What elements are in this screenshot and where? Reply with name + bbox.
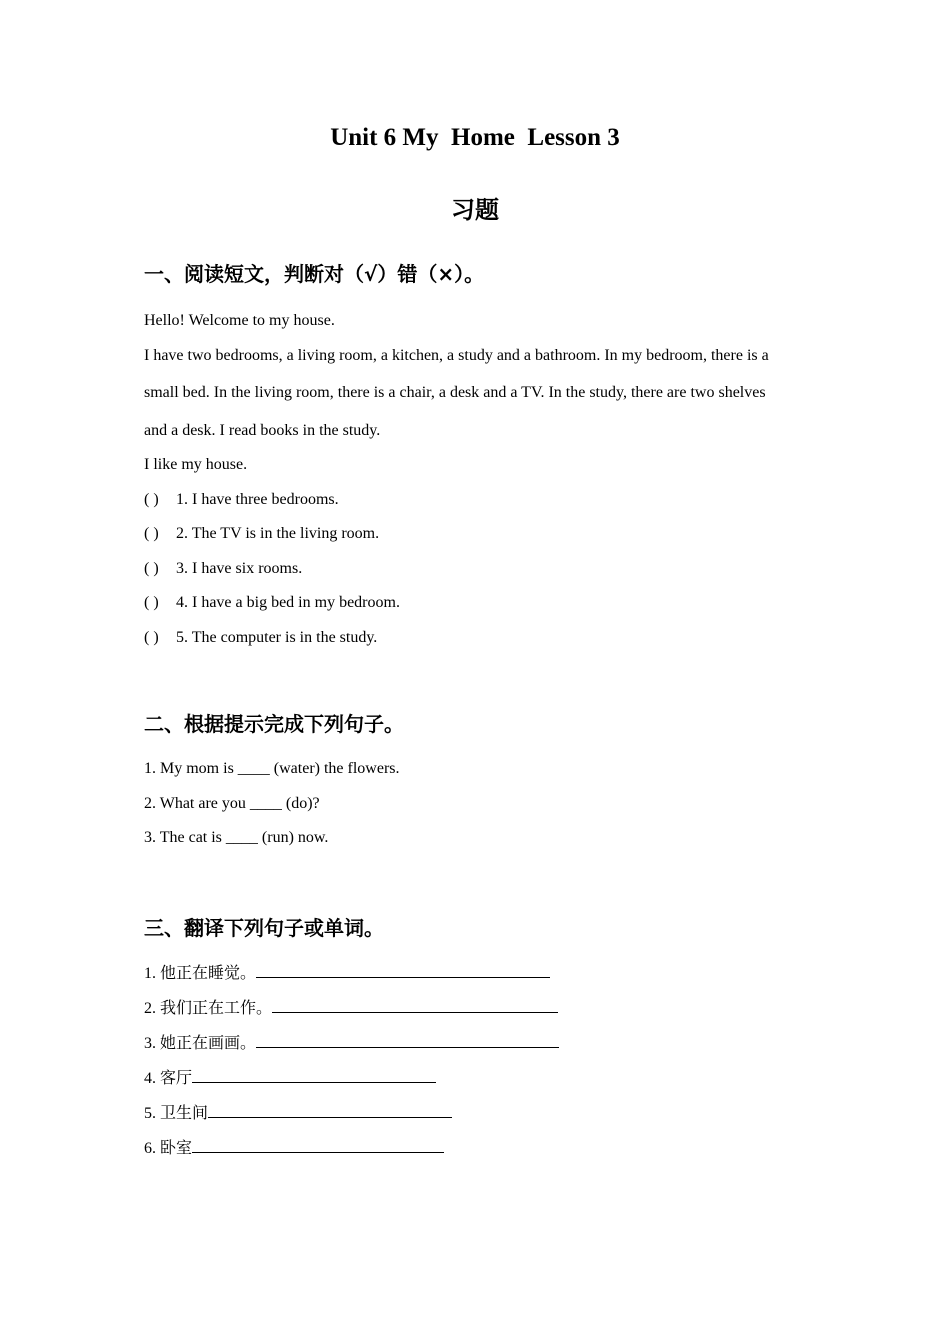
judge-item (144, 628, 377, 648)
answer-blank[interactable] (272, 998, 558, 1013)
translate-prompt: 1. 他正在睡觉。 (144, 965, 257, 982)
translate-item (144, 963, 550, 984)
passage-line: I have two bedrooms, a living room, a kitchen, a study and a bathroom. In my bedroom, there is a (144, 347, 769, 364)
passage-line: and a desk. I read books in the study. (144, 422, 381, 439)
translate-item (144, 998, 558, 1019)
judge-item-text: 5. The computer is in the study. (176, 629, 378, 646)
passage-line: I like my house. (144, 456, 248, 473)
translate-item (144, 1068, 436, 1089)
answer-paren[interactable]: ( ) (144, 629, 159, 646)
page-subtitle: 习题 (451, 196, 499, 224)
fill-item[interactable]: 3. The cat is ____ (run) now. (144, 829, 329, 846)
translate-prompt: 3. 她正在画画。 (144, 1035, 257, 1052)
section-2-heading: 二、根据提示完成下列句子。 (144, 712, 404, 736)
translate-item (144, 1103, 452, 1124)
section-3-heading: 三、翻译下列句子或单词。 (144, 916, 384, 940)
answer-blank[interactable] (256, 963, 550, 978)
fill-item[interactable]: 2. What are you ____ (do)? (144, 795, 320, 812)
answer-paren[interactable]: ( ) (144, 525, 159, 542)
translate-item (144, 1138, 444, 1159)
fill-item[interactable]: 1. My mom is ____ (water) the flowers. (144, 760, 400, 777)
passage-line: Hello! Welcome to my house. (144, 312, 335, 329)
translate-item (144, 1033, 559, 1054)
translate-prompt: 5. 卫生间 (144, 1105, 209, 1122)
answer-blank[interactable] (208, 1103, 452, 1118)
judge-item (144, 593, 400, 613)
judge-item (144, 559, 302, 579)
answer-blank[interactable] (192, 1138, 444, 1153)
judge-item-text: 1. I have three bedrooms. (176, 491, 339, 508)
translate-prompt: 4. 客厅 (144, 1070, 193, 1087)
answer-paren[interactable]: ( ) (144, 594, 159, 611)
answer-blank[interactable] (192, 1068, 436, 1083)
answer-paren[interactable]: ( ) (144, 560, 159, 577)
answer-paren[interactable]: ( ) (144, 491, 159, 508)
page-title: Unit 6 My Home Lesson 3 (330, 124, 620, 151)
section-1-heading: 一、阅读短文，判断对（√）错（×）。 (144, 262, 485, 286)
translate-prompt: 2. 我们正在工作。 (144, 1000, 273, 1017)
judge-item (144, 490, 339, 510)
judge-item-text: 4. I have a big bed in my bedroom. (176, 594, 400, 611)
passage-line: small bed. In the living room, there is a chair, a desk and a TV. In the study, there are two shelves (144, 384, 766, 401)
judge-item (144, 524, 379, 544)
judge-item-text: 3. I have six rooms. (176, 560, 303, 577)
judge-item-text: 2. The TV is in the living room. (176, 525, 380, 542)
translate-prompt: 6. 卧室 (144, 1140, 193, 1157)
answer-blank[interactable] (256, 1033, 559, 1048)
